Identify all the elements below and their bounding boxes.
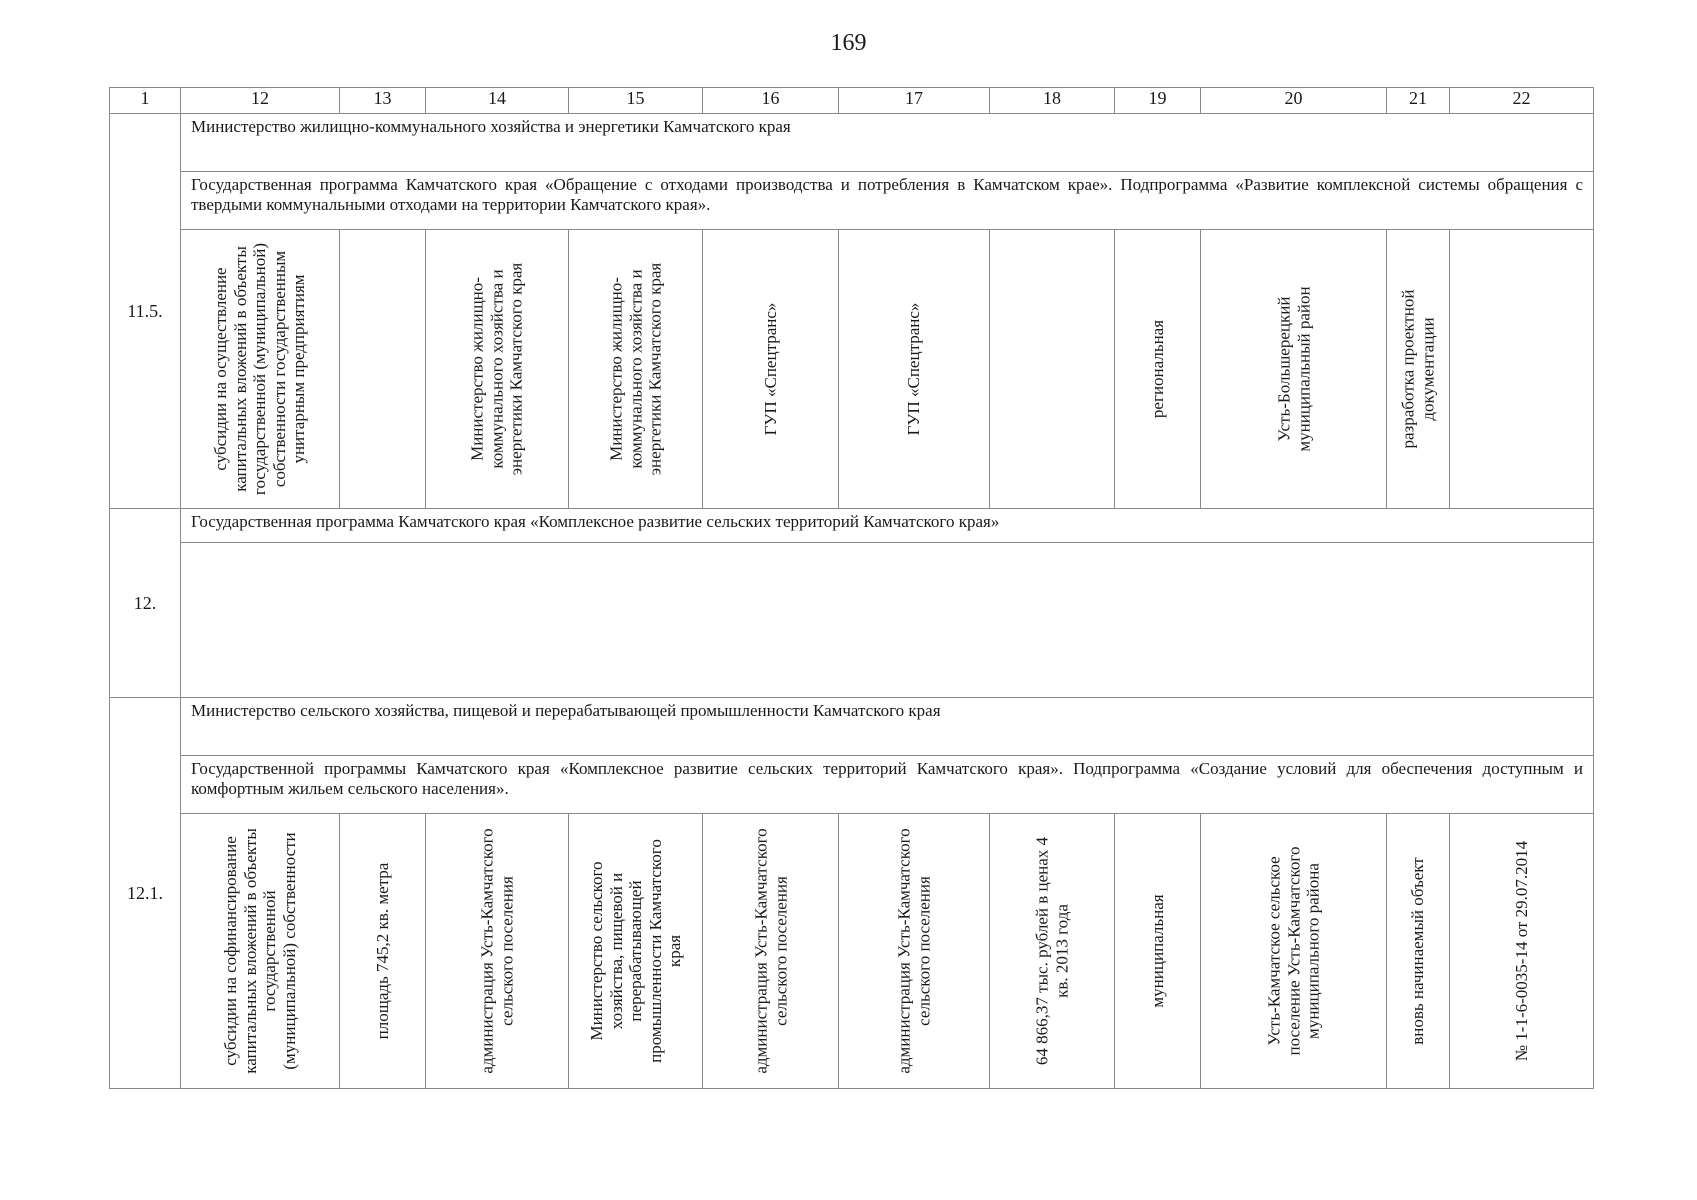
cell-capacity: площадь 745,2 кв. метра — [340, 814, 426, 1089]
cell-ownership: муниципальная — [1115, 814, 1201, 1089]
program-band: Государственная программа Камчатского края «Обращение с отходами производства и потребления в Камчатском крае». Подпрограмма «Развитие комплексной системы обращения с твердыми коммунальными отходами на территории Камчатского края». — [181, 172, 1594, 230]
cell-stage: разработка проектной документации — [1387, 230, 1450, 509]
column-header: 15 — [569, 88, 703, 114]
program-band: Государственной программы Камчатского края «Комплексное развитие сельских территорий Камчатского края». Подпрограмма «Создание условий для обеспечения доступным и комфортным жильем сельского населения». — [181, 756, 1594, 814]
cell-responsible-body: Министерство жилищно-коммунального хозяйства и энергетики Камчатского края — [426, 230, 569, 509]
cell-developer: ГУП «Спецтранс» — [703, 230, 839, 509]
column-header: 20 — [1201, 88, 1387, 114]
ministry-band: Министерство жилищно-коммунального хозяйства и энергетики Камчатского края — [181, 114, 1594, 172]
cell-capacity — [340, 230, 426, 509]
cell-funding-type: субсидии на софинансирование капитальных вложений в объекты государственной (муниципальной) собственности — [181, 814, 340, 1089]
column-header: 18 — [990, 88, 1115, 114]
cell-developer: администрация Усть-Камчатского сельского поселения — [703, 814, 839, 1089]
cell-responsible-body: администрация Усть-Камчатского сельского поселения — [426, 814, 569, 1089]
row-number: 12.1. — [110, 698, 181, 1089]
cell-stage: вновь начинаемый объект — [1387, 814, 1450, 1089]
column-header: 17 — [839, 88, 990, 114]
column-header: 13 — [340, 88, 426, 114]
cell-ownership: региональная — [1115, 230, 1201, 509]
register-table — [109, 87, 1594, 1089]
column-header: 12 — [181, 88, 340, 114]
ministry-band: Министерство сельского хозяйства, пищевой и перерабатывающей промышленности Камчатского края — [181, 698, 1594, 756]
column-header: 22 — [1450, 88, 1594, 114]
column-header: 16 — [703, 88, 839, 114]
empty-band — [181, 543, 1594, 698]
row-number: 11.5. — [110, 114, 181, 509]
cell-recipient: ГУП «Спецтранс» — [839, 230, 990, 509]
cell-expertise: № 1-1-6-0035-14 от 29.07.2014 — [1450, 814, 1594, 1089]
cell-estimated-cost: 64 866,37 тыс. рублей в ценах 4 кв. 2013 года — [990, 814, 1115, 1089]
column-header-row — [110, 88, 1594, 114]
cell-expertise — [1450, 230, 1594, 509]
cell-funding-type: субсидии на осуществление капитальных вложений в объекты государственной (муниципальной) собственности государственным унитарным предприятиям — [181, 230, 340, 509]
column-header: 1 — [110, 88, 181, 114]
cell-location: Усть-Большерецкий муниципальный район — [1201, 230, 1387, 509]
cell-customer: Министерство жилищно-коммунального хозяйства и энергетики Камчатского края — [569, 230, 703, 509]
column-header: 14 — [426, 88, 569, 114]
column-header: 21 — [1387, 88, 1450, 114]
cell-recipient: администрация Усть-Камчатского сельского поселения — [839, 814, 990, 1089]
program-band: Государственная программа Камчатского края «Комплексное развитие сельских территорий Камчатского края» — [181, 509, 1594, 543]
column-header: 19 — [1115, 88, 1201, 114]
cell-estimated-cost — [990, 230, 1115, 509]
cell-customer: Министерство сельского хозяйства, пищевой и перерабатывающей промышленности Камчатского края — [569, 814, 703, 1089]
row-number: 12. — [110, 509, 181, 698]
cell-location: Усть-Камчатское сельское поселение Усть-Камчатского муниципального района — [1201, 814, 1387, 1089]
page-number: 169 — [830, 30, 867, 56]
